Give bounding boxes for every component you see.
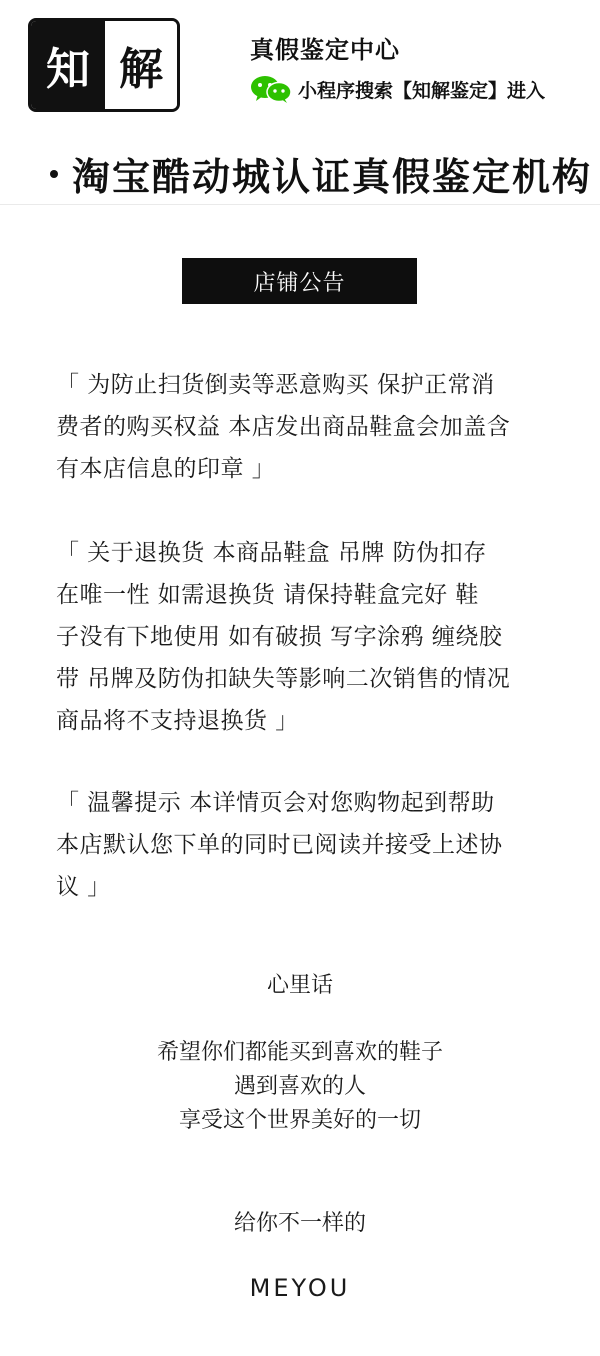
- paragraph-line: 带 吊牌及防伪扣缺失等影响二次销售的情况: [56, 666, 511, 692]
- closing-line: 遇到喜欢的人: [233, 1074, 366, 1099]
- paragraph-line: 在唯一性 如需退换货 请保持鞋盒完好 鞋: [56, 582, 479, 608]
- logo: [28, 18, 180, 112]
- header: [0, 0, 600, 206]
- paragraph-line: 「 为防止扫货倒卖等恶意购买 保护正常消: [56, 372, 495, 398]
- divider: [0, 204, 600, 205]
- paragraph-line: 本店默认您下单的同时已阅读并接受上述协: [56, 832, 503, 858]
- closing-heading: 心里话: [266, 973, 333, 998]
- header-banner-text: 淘宝酷动城认证真假鉴定机构: [72, 155, 593, 199]
- closing-gift: 给你不一样的: [233, 1211, 366, 1236]
- paragraph-line: 有本店信息的印章 」: [56, 456, 276, 482]
- brand-name: MEYOU: [249, 1274, 351, 1302]
- closing-line: 希望你们都能买到喜欢的鞋子: [156, 1040, 443, 1065]
- notice-paragraph: [56, 782, 556, 908]
- paragraph-line: 「 关于退换货 本商品鞋盒 吊牌 防伪扣存: [56, 540, 487, 566]
- paragraph-line: 商品将不支持退换货 」: [56, 708, 299, 734]
- notice-label: 店铺公告: [182, 258, 417, 304]
- header-title: 真假鉴定中心: [250, 36, 400, 64]
- paragraph-line: 「 温馨提示 本详情页会对您购物起到帮助: [56, 790, 495, 816]
- bullet-dot: [50, 170, 58, 178]
- notice-paragraph: [56, 532, 556, 742]
- paragraph-line: 议 」: [56, 874, 111, 900]
- paragraph-line: 费者的购买权益 本店发出商品鞋盒会加盖含: [56, 414, 511, 440]
- closing-line: 享受这个世界美好的一切: [178, 1108, 421, 1133]
- paragraph-line: 子没有下地使用 如有破损 写字涂鸦 缠绕胶: [56, 624, 503, 650]
- closing-lines: [0, 1036, 600, 1138]
- header-banner: [50, 146, 592, 201]
- logo-left-char: 知: [31, 21, 105, 109]
- notice-paragraph: [56, 364, 556, 490]
- header-subtitle-row: [250, 74, 545, 104]
- wechat-icon: [250, 75, 292, 103]
- header-subtitle: 小程序搜索【知解鉴定】进入: [298, 79, 546, 102]
- logo-right-char: 解: [105, 21, 177, 109]
